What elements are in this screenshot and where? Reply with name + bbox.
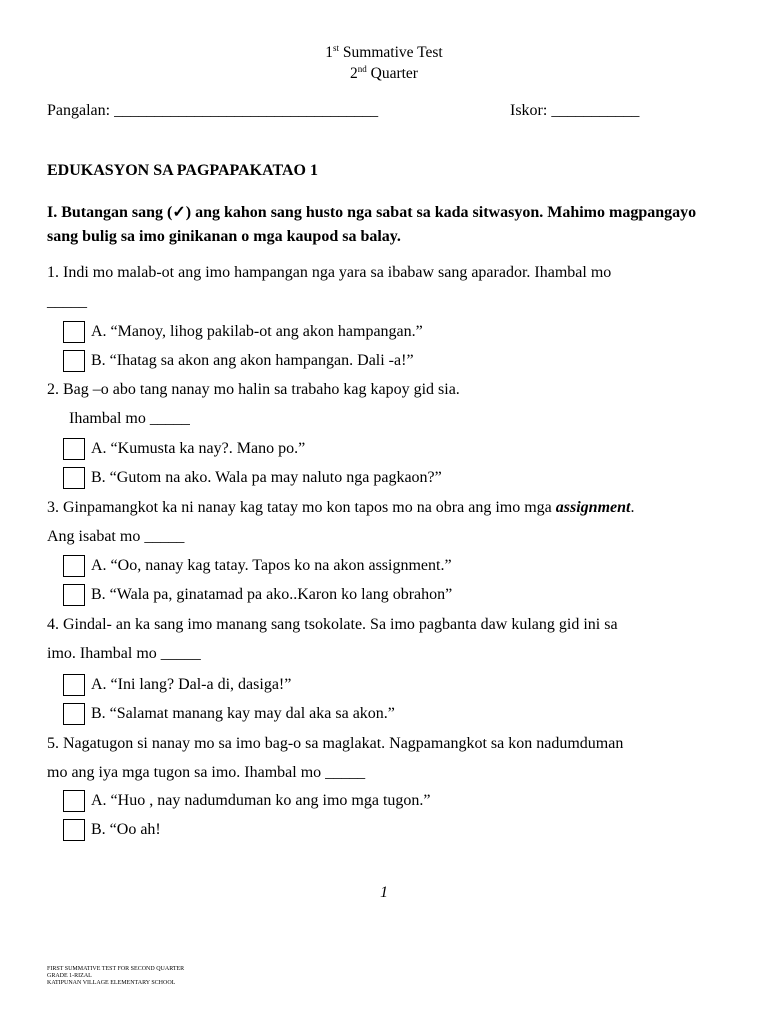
- checkbox[interactable]: [63, 790, 85, 812]
- question-3-line-2: Ang isabat mo _____: [47, 528, 185, 545]
- instructions: I. Butangan sang (✓) ang kahon sang husto nga sabat sa kada sitwasyon. Mahimo magpangayo sang bulig sa imo ginikanan o mga kaupod sa balay.: [47, 204, 697, 245]
- page-footer: [47, 966, 184, 987]
- question-3: [47, 493, 737, 551]
- checkbox[interactable]: [63, 674, 85, 696]
- choice-text: B. “Ihatag sa akon ang akon hampangan. Dali -a!”: [91, 352, 414, 369]
- title-line-2: 2nd Quarter: [350, 64, 418, 82]
- emphasized-word: assignment: [555, 499, 631, 516]
- checkbox[interactable]: [63, 467, 85, 489]
- question-5-line-1: 5. Nagatugon si nanay mo sa imo bag-o sa maglakat. Nagpamangkot sa kon nadumduman: [47, 735, 624, 752]
- question-4: [47, 610, 737, 668]
- checkbox[interactable]: [63, 555, 85, 577]
- question-3-line-1: 3. Ginpamangkot ka ni nanay kag tatay mo kon tapos mo na obra ang imo mga assignment.: [47, 499, 635, 516]
- footer-line-1: FIRST SUMMATIVE TEST FOR SECOND QUARTER: [47, 966, 185, 972]
- choice-text: B. “Wala pa, ginatamad pa ako..Karon ko lang obrahon”: [91, 586, 453, 603]
- choice-text: A. “Manoy, lihog pakilab-ot ang akon hampangan.”: [91, 323, 423, 340]
- choice-text: A. “Oo, nanay kag tatay. Tapos ko na akon assignment.”: [91, 557, 452, 574]
- question-5: [47, 729, 737, 787]
- footer-line-3: KATIPUNAN VILLAGE ELEMENTARY SCHOOL: [47, 980, 176, 986]
- question-1-line-2: _____: [47, 293, 87, 310]
- score-field: Iskor: ___________: [510, 102, 640, 119]
- question-2-line-1: 2. Bag –o abo tang nanay mo halin sa trabaho kag kapoy gid sia.: [47, 381, 460, 398]
- choice-text: B. “Salamat manang kay may dal aka sa akon.”: [91, 705, 395, 722]
- page-number: 1: [380, 884, 388, 901]
- name-field: Pangalan: _________________________________: [47, 102, 379, 119]
- question-2-line-2: Ihambal mo _____: [69, 410, 190, 427]
- question-4-line-1: 4. Gindal- an ka sang imo manang sang tsokolate. Sa imo pagbanta daw kulang gid ini sa: [47, 616, 618, 633]
- choice-text: A. “Ini lang? Dal-a di, dasiga!”: [91, 676, 292, 693]
- question-1-line-1: 1. Indi mo malab-ot ang imo hampangan nga yara sa ibabaw sang aparador. Ihambal mo: [47, 264, 612, 281]
- footer-line-2: GRADE 1-RIZAL: [47, 973, 92, 979]
- checkbox[interactable]: [63, 703, 85, 725]
- checkbox[interactable]: [63, 819, 85, 841]
- question-2: [47, 375, 737, 433]
- checkbox[interactable]: [63, 321, 85, 343]
- subject-heading: EDUKASYON SA PAGPAPAKATAO 1: [47, 162, 318, 179]
- question-4-line-2: imo. Ihambal mo _____: [47, 645, 201, 662]
- choice-text: B. “Gutom na ako. Wala pa may naluto nga pagkaon?”: [91, 469, 442, 486]
- test-title: [0, 42, 768, 84]
- question-1: [47, 258, 737, 316]
- choice-text: A. “Huo , nay nadumduman ko ang imo mga tugon.”: [91, 792, 431, 809]
- checkbox[interactable]: [63, 350, 85, 372]
- checkbox[interactable]: [63, 438, 85, 460]
- choice-text: A. “Kumusta ka nay?. Mano po.”: [91, 440, 306, 457]
- title-line-1: 1st Summative Test: [325, 43, 443, 61]
- choice-text: B. “Oo ah!: [91, 821, 161, 838]
- question-5-line-2: mo ang iya mga tugon sa imo. Ihambal mo _____: [47, 764, 366, 781]
- checkbox[interactable]: [63, 584, 85, 606]
